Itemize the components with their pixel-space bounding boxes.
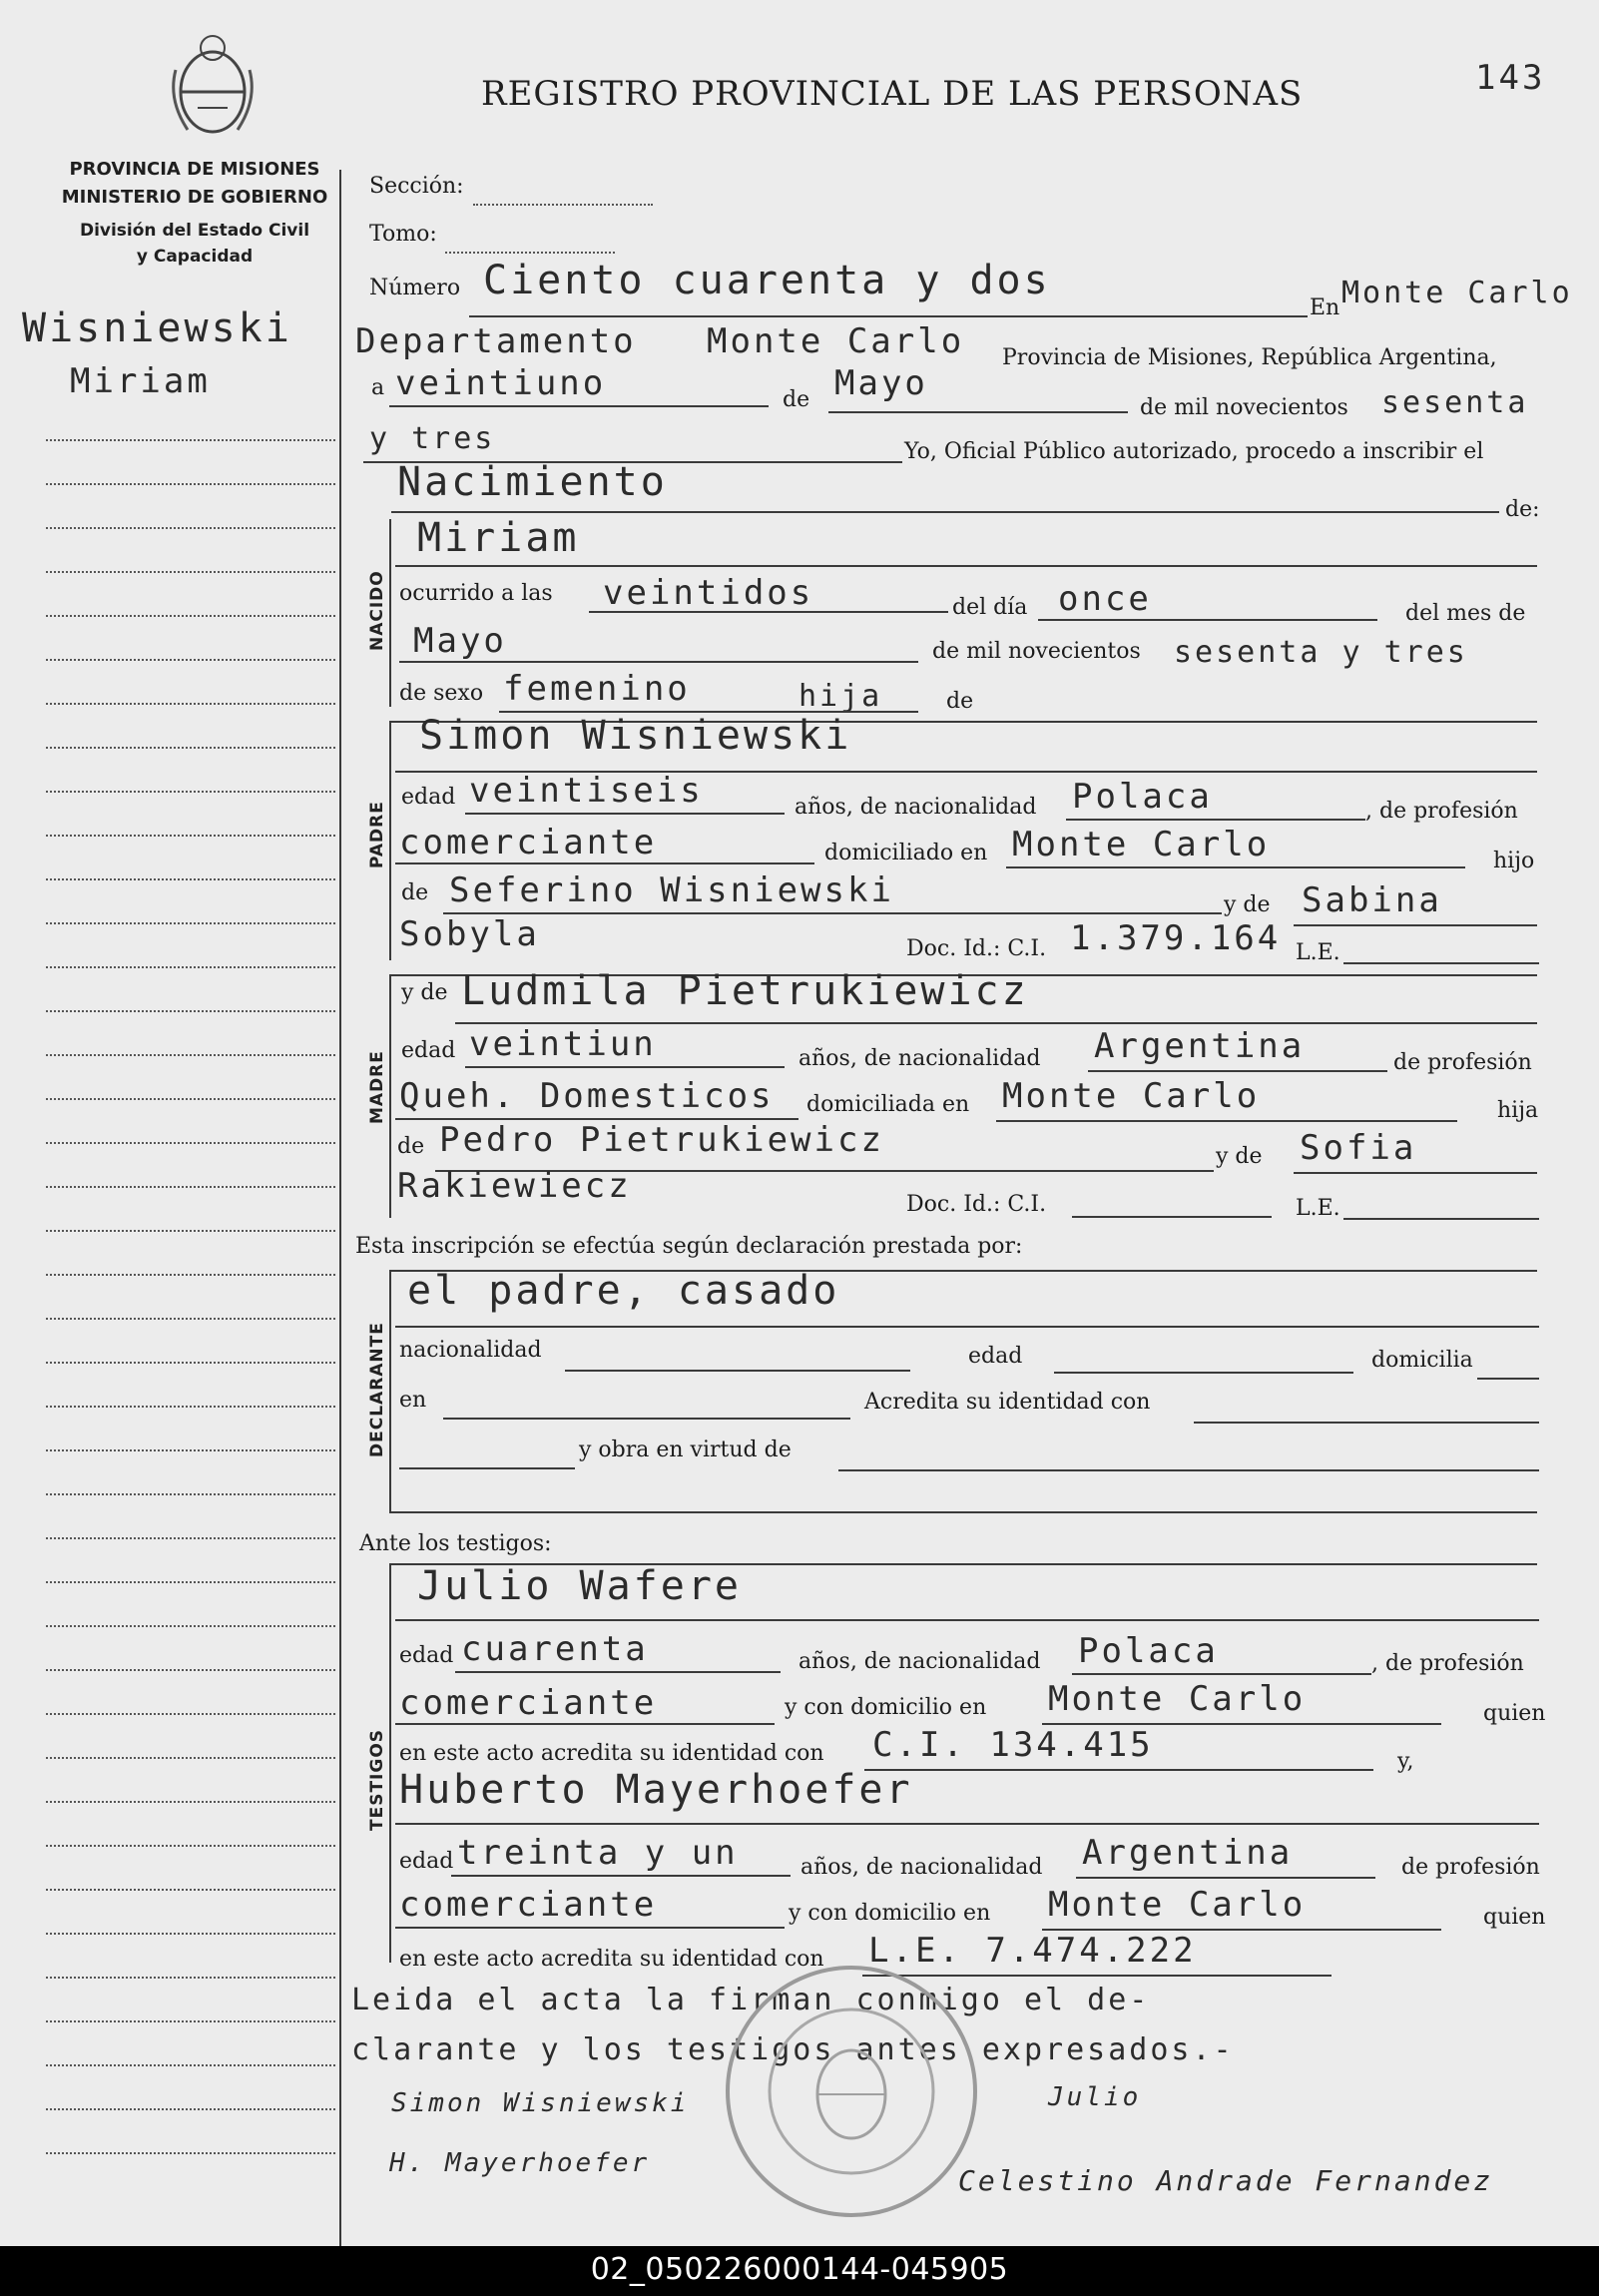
label-seccion: Sección: xyxy=(369,174,464,199)
testigo1-edad-value: cuarenta xyxy=(461,1629,649,1669)
padre-madre-line xyxy=(1294,924,1537,926)
label-provincia: Provincia de Misiones, República Argentina, xyxy=(1002,345,1497,370)
nombre-value: Miriam xyxy=(417,515,580,561)
nombre-line xyxy=(395,565,1537,567)
label-t1-prof: , de profesión xyxy=(1371,1651,1524,1676)
margin-dotted-line xyxy=(46,1625,335,1627)
testigo2-nombre-value: Huberto Mayerhoefer xyxy=(399,1767,913,1813)
nacido-bracket xyxy=(389,519,391,707)
label-t1-acredita: en este acto acredita su identidad con xyxy=(399,1741,824,1766)
label-madre-y-de-2: y de xyxy=(1216,1144,1263,1169)
testigo2-nombre-line xyxy=(395,1823,1539,1825)
margin-dotted-line xyxy=(46,1933,335,1935)
t1-nac-line xyxy=(1072,1673,1371,1675)
label-testigos: TESTIGOS xyxy=(367,1728,387,1831)
label-del-dia: del día xyxy=(952,595,1028,620)
label-t1-quien: quien xyxy=(1483,1701,1546,1726)
margin-dotted-line xyxy=(46,439,335,441)
madre-madre-value-2: Rakiewiecz xyxy=(397,1166,632,1206)
label-padre-nac: años, de nacionalidad xyxy=(795,795,1037,820)
decl-acredita-line xyxy=(1194,1422,1539,1424)
label-t2-prof: de profesión xyxy=(1401,1855,1540,1880)
padre-domicilio-value: Monte Carlo xyxy=(1012,825,1271,864)
anio-value-2: y tres xyxy=(369,421,496,456)
dia-nac-line xyxy=(1038,619,1377,621)
label-yo: Yo, Oficial Público autorizado, procedo a inscribir el xyxy=(904,439,1484,464)
label-t1-dom: y con domicilio en xyxy=(785,1695,987,1720)
t1-doc-line xyxy=(864,1769,1373,1771)
label-de-mil: de mil novecientos xyxy=(1140,395,1348,420)
label-hija: hija xyxy=(799,679,883,714)
margin-dotted-line xyxy=(46,1362,335,1364)
madre-madre-line xyxy=(1294,1172,1537,1174)
margin-dotted-line xyxy=(46,1493,335,1495)
dia-value: veintiuno xyxy=(395,363,607,403)
label-madre-dom: domiciliada en xyxy=(806,1092,970,1117)
numero-line xyxy=(469,315,1308,317)
padre-le-line xyxy=(1343,962,1539,964)
tomo-line xyxy=(445,252,615,254)
margin-dotted-line xyxy=(46,922,335,924)
label-declarante: DECLARANTE xyxy=(367,1322,387,1457)
signature-1: Simon Wisniewski xyxy=(391,2088,690,2118)
madre-edad-line xyxy=(465,1066,785,1068)
mes-value: Mayo xyxy=(834,363,928,403)
madre-dom-line xyxy=(996,1120,1457,1122)
label-de: de xyxy=(783,387,810,412)
margin-surname: Wisniewski xyxy=(22,305,292,351)
decl-dom-line xyxy=(1477,1378,1539,1380)
label-padre-edad: edad xyxy=(401,785,456,810)
en-value: Monte Carlo xyxy=(1341,276,1573,310)
margin-dotted-line xyxy=(46,1230,335,1232)
label-nacido: NACIDO xyxy=(367,570,387,651)
margin-dotted-line xyxy=(46,1845,335,1847)
testigo2-doc-value: L.E. 7.474.222 xyxy=(868,1931,1197,1971)
numero-value: Ciento cuarenta y dos xyxy=(483,258,1051,303)
cierre-linea-2: clarante y los testigos antes expresados.- xyxy=(351,2032,1235,2067)
padre-nombre-value: Simon Wisniewski xyxy=(419,713,852,759)
registry-title: REGISTRO PROVINCIAL DE LAS PERSONAS xyxy=(481,74,1304,114)
label-t2-dom: y con domicilio en xyxy=(789,1901,991,1926)
label-departamento: Departamento xyxy=(355,321,637,361)
signature-4: Celestino Andrade Fernandez xyxy=(958,2164,1494,2197)
label-inscripcion: Esta inscripción se efectúa según declaración prestada por: xyxy=(355,1234,1023,1259)
mes-nac-value: Mayo xyxy=(413,621,507,661)
margin-dotted-line xyxy=(46,1977,335,1979)
margin-dotted-line xyxy=(46,1274,335,1276)
ministry-name: MINISTERIO DE GOBIERNO xyxy=(61,187,328,208)
label-de-2: de xyxy=(946,689,974,714)
testigo2-nacionalidad-value: Argentina xyxy=(1082,1833,1294,1873)
testigo2-edad-value: treinta y un xyxy=(457,1833,739,1873)
official-seal-stamp xyxy=(717,1957,986,2226)
madre-nac-line xyxy=(1088,1070,1387,1072)
testigo1-nacionalidad-value: Polaca xyxy=(1078,1631,1219,1671)
label-decl-edad: edad xyxy=(968,1344,1023,1369)
label-t1-edad: edad xyxy=(399,1643,454,1668)
margin-dotted-line xyxy=(46,1054,335,1056)
label-madre-le: L.E. xyxy=(1296,1196,1340,1221)
margin-dotted-line xyxy=(46,1142,335,1144)
label-madre-y-de: y de xyxy=(401,980,448,1005)
margin-dotted-line xyxy=(46,1010,335,1012)
label-madre-nac: años, de nacionalidad xyxy=(799,1046,1041,1071)
decl-obra-pre-line xyxy=(399,1467,575,1469)
declarante-value: el padre, casado xyxy=(407,1268,840,1314)
margin-dotted-line xyxy=(46,1581,335,1583)
signature-3: Julio xyxy=(1048,2082,1142,2112)
label-de-mil-2: de mil novecientos xyxy=(932,639,1141,664)
t1-prof-line xyxy=(395,1723,775,1725)
madre-profesion-value: Queh. Domesticos xyxy=(399,1076,775,1116)
margin-dotted-line xyxy=(46,1713,335,1715)
label-padre-dom: domiciliado en xyxy=(824,841,988,865)
t2-nac-line xyxy=(1076,1877,1375,1879)
label-madre-edad: edad xyxy=(401,1038,456,1063)
margin-dotted-line xyxy=(46,1318,335,1320)
sexo-value: femenino xyxy=(503,669,691,709)
document-code: 02_050226000144-045905 xyxy=(590,2252,1009,2287)
dia-line xyxy=(389,405,769,407)
decl-nac-line xyxy=(565,1370,910,1372)
label-de-sexo: de sexo xyxy=(399,681,484,706)
margin-dotted-line xyxy=(46,2064,335,2066)
testigo2-profesion-value: comerciante xyxy=(399,1885,658,1925)
label-numero: Número xyxy=(369,276,461,300)
label-a: a xyxy=(371,375,385,400)
t2-edad-line xyxy=(451,1875,791,1877)
padre-padre-value: Seferino Wisniewski xyxy=(449,870,894,910)
margin-divider xyxy=(339,170,341,2246)
province-name: PROVINCIA DE MISIONES xyxy=(69,159,320,180)
padre-profesion-value: comerciante xyxy=(399,823,658,862)
margin-dotted-line xyxy=(46,659,335,661)
margin-dotted-line xyxy=(46,615,335,617)
testigo1-domicilio-value: Monte Carlo xyxy=(1048,1679,1307,1719)
dia-nac-value: once xyxy=(1058,579,1152,619)
acto-line xyxy=(391,511,1499,513)
testigos-bracket xyxy=(389,1563,391,1963)
madre-edad-value: veintiun xyxy=(469,1024,657,1064)
margin-dotted-line xyxy=(46,966,335,968)
padre-edad-line xyxy=(465,813,785,815)
margin-dotted-line xyxy=(46,1449,335,1451)
padre-nacionalidad-value: Polaca xyxy=(1072,777,1213,817)
padre-nac-line xyxy=(1066,819,1365,821)
label-padre-prof: , de profesión xyxy=(1365,799,1518,824)
hora-line xyxy=(589,611,948,613)
margin-dotted-line xyxy=(46,1669,335,1671)
madre-ci-line xyxy=(1072,1216,1272,1218)
label-tomo: Tomo: xyxy=(369,222,437,247)
label-t2-nac: años, de nacionalidad xyxy=(800,1855,1043,1880)
margin-dotted-line xyxy=(46,2152,335,2154)
label-padre-de: de xyxy=(401,880,429,905)
label-ocurrido: ocurrido a las xyxy=(399,581,553,606)
testigo1-profesion-value: comerciante xyxy=(399,1683,658,1723)
mes-nac-line xyxy=(399,661,918,663)
division-line-1: División del Estado Civil xyxy=(79,221,310,241)
declarante-bottom-line xyxy=(389,1511,1537,1513)
label-madre-de: de xyxy=(397,1134,425,1159)
testigo2-domicilio-value: Monte Carlo xyxy=(1048,1885,1307,1925)
label-t2-edad: edad xyxy=(399,1849,454,1874)
label-t1-nac: años, de nacionalidad xyxy=(799,1649,1041,1674)
seccion-line xyxy=(473,204,653,206)
label-decl-dom: domicilia xyxy=(1371,1348,1473,1373)
mes-line xyxy=(828,411,1128,413)
margin-dotted-line xyxy=(46,2108,335,2110)
t2-prof-line xyxy=(395,1927,785,1929)
margin-dotted-line xyxy=(46,1406,335,1408)
label-en: En xyxy=(1310,295,1340,320)
label-ante: Ante los testigos: xyxy=(359,1531,552,1556)
margin-dotted-line xyxy=(46,1889,335,1891)
padre-edad-value: veintiseis xyxy=(469,771,704,811)
margin-dotted-line xyxy=(46,878,335,880)
margin-dotted-line xyxy=(46,483,335,485)
division-heading xyxy=(50,218,339,270)
page-number: 143 xyxy=(1475,58,1546,98)
province-heading xyxy=(50,156,339,212)
footer-bar xyxy=(0,2246,1599,2296)
margin-dotted-line xyxy=(46,527,335,529)
hora-value: veintidos xyxy=(603,573,814,613)
decl-en-line xyxy=(443,1418,850,1420)
division-line-2: y Capacidad xyxy=(136,247,254,267)
testigo1-nombre-line xyxy=(395,1619,1539,1621)
padre-padre-line xyxy=(443,912,1222,914)
label-t1-y: y, xyxy=(1397,1749,1414,1774)
margin-dotted-line xyxy=(46,1757,335,1759)
decl-obra-line xyxy=(838,1469,1539,1471)
label-padre-y-de: y de xyxy=(1224,892,1271,917)
margin-dotted-line xyxy=(46,1098,335,1100)
label-padre: PADRE xyxy=(367,801,387,868)
label-madre: MADRE xyxy=(367,1050,387,1124)
label-padre-hijo: hijo xyxy=(1493,849,1535,873)
madre-nacionalidad-value: Argentina xyxy=(1094,1026,1306,1066)
madre-domicilio-value: Monte Carlo xyxy=(1002,1076,1261,1116)
testigo1-nombre-value: Julio Wafere xyxy=(417,1563,742,1609)
anio-value-1: sesenta xyxy=(1381,385,1529,420)
margin-dotted-line xyxy=(46,571,335,573)
label-de-colon: de: xyxy=(1505,497,1540,522)
margin-dotted-line xyxy=(46,747,335,749)
label-t2-quien: quien xyxy=(1483,1905,1546,1930)
anio-nac-value: sesenta y tres xyxy=(1174,635,1468,670)
margin-dotted-line xyxy=(46,1537,335,1539)
label-decl-acredita: Acredita su identidad con xyxy=(864,1390,1151,1415)
decl-edad-line xyxy=(1054,1372,1353,1374)
madre-nombre-value: Ludmila Pietrukiewicz xyxy=(461,968,1029,1014)
label-del-mes: del mes de xyxy=(1405,601,1526,626)
label-padre-doc: Doc. Id.: C.I. xyxy=(906,936,1047,961)
margin-dotted-line xyxy=(46,1186,335,1188)
label-decl-obra: y obra en virtud de xyxy=(579,1437,792,1462)
margin-given-name: Miriam xyxy=(70,361,211,401)
label-decl-nac: nacionalidad xyxy=(399,1338,542,1363)
margin-dotted-line xyxy=(46,703,335,705)
padre-madre-value-1: Sabina xyxy=(1302,880,1442,920)
padre-bracket xyxy=(389,721,391,960)
departamento-value: Monte Carlo xyxy=(707,321,965,361)
margin-dotted-line xyxy=(46,2020,335,2022)
label-madre-doc: Doc. Id.: C.I. xyxy=(906,1192,1047,1217)
acto-value: Nacimiento xyxy=(397,459,668,505)
cierre-linea-1: Leida el acta la firman conmigo el de- xyxy=(351,1983,1151,2017)
margin-dotted-line xyxy=(46,1801,335,1803)
padre-dom-line xyxy=(1006,866,1465,868)
label-madre-prof: de profesión xyxy=(1393,1050,1532,1075)
padre-madre-value-2: Sobyla xyxy=(399,914,540,954)
padre-prof-line xyxy=(395,862,814,864)
testigo1-doc-value: C.I. 134.415 xyxy=(872,1725,1154,1765)
label-padre-le: L.E. xyxy=(1296,940,1340,965)
madre-madre-value-1: Sofia xyxy=(1300,1128,1417,1168)
madre-le-line xyxy=(1343,1218,1539,1220)
t1-edad-line xyxy=(455,1671,781,1673)
coat-of-arms-emblem xyxy=(168,30,258,140)
label-madre-hija: hija xyxy=(1497,1098,1539,1123)
madre-bracket xyxy=(389,974,391,1218)
declarante-bracket xyxy=(389,1270,391,1511)
declarante-line xyxy=(395,1326,1539,1328)
label-decl-en: en xyxy=(399,1388,427,1413)
margin-dotted-line xyxy=(46,791,335,793)
padre-ci-value: 1.379.164 xyxy=(1070,918,1282,958)
label-t2-acredita: en este acto acredita su identidad con xyxy=(399,1947,824,1972)
margin-dotted-line xyxy=(46,835,335,837)
madre-padre-value: Pedro Pietrukiewicz xyxy=(439,1120,884,1160)
signature-2: H. Mayerhoefer xyxy=(389,2148,651,2178)
